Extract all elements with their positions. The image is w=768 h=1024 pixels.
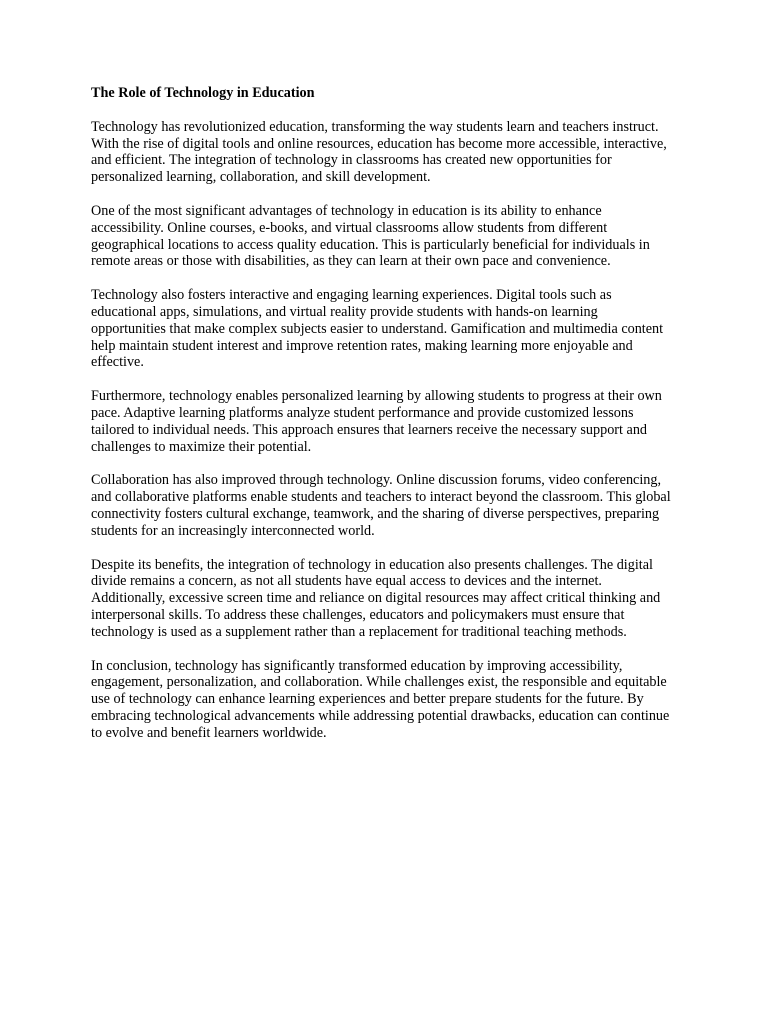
paragraph-challenges: Despite its benefits, the integration of technology in education also presents challenges. The digital divide remains a concern, as not all students have equal access to devices and the internet. Additionally, excessive screen time and reliance on digital resources may affect critical thinking and interpersonal skills. To address these challenges, educators and policymakers must ensure that technology is used as a supplement rather than a replacement for traditional teaching methods. xyxy=(91,556,661,640)
paragraph-interactive-learning: Technology also fosters interactive and engaging learning experiences. Digital tools such as educational apps, simulations, and virtual reality provide students with hands-on learning opportunities that make complex subjects easier to understand. Gamification and multimedia content help maintain student interest and improve retention rates, making learning more enjoyable and effective. xyxy=(91,287,664,371)
document-title: The Role of Technology in Education xyxy=(91,85,315,101)
paragraph-accessibility: One of the most significant advantages of technology in education is its ability to enhance accessibility. Online courses, e-books, and virtual classrooms allow students from different geographical locations to access quality education. This is particularly beneficial for individuals in remote areas or those with disabilities, as they can learn at their own pace and convenience. xyxy=(91,202,650,270)
paragraph-intro: Technology has revolutionized education, transforming the way students learn and teachers instruct. With the rise of digital tools and online resources, education has become more accessible, interactive, and efficient. The integration of technology in classrooms has created new opportunities for personalized learning, collaboration, and skill development. xyxy=(91,118,667,186)
paragraph-collaboration: Collaboration has also improved through technology. Online discussion forums, video conferencing, and collaborative platforms enable students and teachers to interact beyond the classroom. This global connectivity fosters cultural exchange, teamwork, and the sharing of diverse perspectives, preparing students for an increasingly interconnected world. xyxy=(91,472,671,539)
paragraph-conclusion: In conclusion, technology has significantly transformed education by improving accessibility, engagement, personalization, and collaboration. While challenges exist, the responsible and equitable use of technology can enhance learning experiences and better prepare students for the future. By embracing technological advancements while addressing potential drawbacks, education can continue to evolve and benefit learners worldwide. xyxy=(91,657,670,741)
paragraph-personalized-learning: Furthermore, technology enables personalized learning by allowing students to progress at their own pace. Adaptive learning platforms analyze student performance and provide customized lessons tailored to individual needs. This approach ensures that learners receive the necessary support and challenges to maximize their potential. xyxy=(91,388,662,455)
document-body xyxy=(91,85,676,759)
